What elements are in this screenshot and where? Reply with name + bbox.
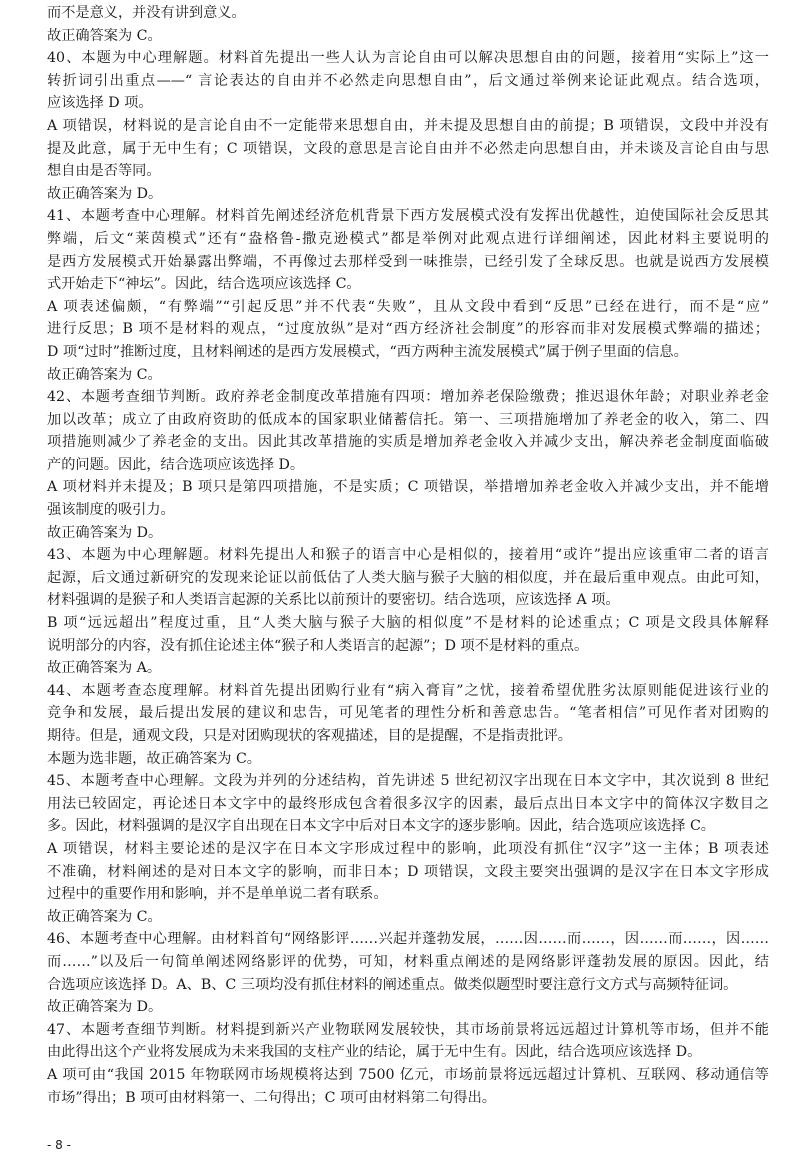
text-line: A 项材料并未提及；B 项只是第四项措施，不是实质；C 项错误，举措增加养老金收入并减少支出，并不能增 xyxy=(47,479,769,496)
text-line: 45、本题考查中心理解。文段为并列的分述结构，首先讲述 5 世纪初汉字出现在日本文字中，其次说到 8 世纪 xyxy=(47,773,769,790)
text-line: D 项“过时”推断过度，且材料阐述的是西方发展模式，“西方两种主流发展模式”属于例子里面的信息。 xyxy=(47,343,688,360)
paragraph xyxy=(47,838,769,906)
paragraph xyxy=(47,25,769,48)
text-line: 说明部分的内容，没有抓住论述主体“猴子和人类语言的起源”；D 项不是材料的重点。 xyxy=(47,637,589,654)
text-line: 故正确答案为 D。 xyxy=(47,524,163,541)
text-line: 43、本题为中心理解题。材料先提出人和猴子的语言中心是相似的，接着用“或许”提出应该重审二者的语言 xyxy=(47,547,769,564)
paragraph xyxy=(47,476,769,521)
text-line: 故正确答案为 D。 xyxy=(47,999,163,1016)
text-line: 项措施则减少了养老金的支出。因此其改革措施的实质是增加养老金收入并减少支出，解决养老金制度面临破 xyxy=(47,434,769,451)
page-number: - 8 - xyxy=(47,1138,71,1152)
text-line: 弊端，后文“莱茵模式”还有“盎格鲁-撒克逊模式”都是举例对此观点进行详细阐述，因此材料主要说明的 xyxy=(47,230,769,247)
text-line: 46、本题考查中心理解。由材料首句“网络影评……兴起并蓬勃发展，……因……而……，因……而……，因…… xyxy=(47,931,769,948)
text-line: 42、本题考查细节判断。政府养老金制度改革措施有四项：增加养老保险缴费；推迟退休年龄；对职业养老金 xyxy=(47,389,769,406)
text-line: 合选项应该选择 D。A、B、C 三项均没有抓住材料的阐述重点。做类似题型时要注意行文方式与高频特征词。 xyxy=(47,976,738,993)
text-line: 不准确，材料阐述的是对日本文字的影响，而非日本；D 项错误，文段主要突出强调的是汉字在日本文字形成 xyxy=(47,863,769,880)
answer-explanations xyxy=(47,2,769,1109)
text-line: 故正确答案为 D。 xyxy=(47,185,163,202)
paragraph xyxy=(47,544,769,612)
text-line: 用法已较固定，再论述日本文字中的最终形成包含着很多汉字的因素，最后点出日本文字中的简体汉字数目之 xyxy=(47,795,769,812)
text-line: 市场”得出；B 项可由材料第一、二句得出；C 项可由材料第二句得出。 xyxy=(47,1089,496,1106)
text-line: 进行反思；B 项不是材料的观点，“过度放纵”是对“西方经济社会制度”的形容而非对发展模式弊端的描述； xyxy=(47,321,769,338)
paragraph xyxy=(47,906,769,929)
text-line: A 项错误，材料说的是言论自由不一定能带来思想自由，并未提及思想自由的前提；B 项错误，文段中并没有 xyxy=(47,117,769,134)
text-line: 本题为选非题，故正确答案为 C。 xyxy=(47,750,261,767)
paragraph xyxy=(47,770,769,838)
text-line: 过程中的重要作用和影响，并不是单单说二者有联系。 xyxy=(47,886,388,903)
paragraph xyxy=(47,657,769,680)
paragraph xyxy=(47,928,769,996)
paragraph xyxy=(47,2,769,25)
paragraph xyxy=(47,612,769,657)
text-line: 故正确答案为 C。 xyxy=(47,27,162,44)
text-line: 故正确答案为 C。 xyxy=(47,908,162,925)
text-line: 起源，后文通过新研究的发现来论证以前低估了人类大脑与猴子大脑的相似度，并在最后重申观点。由此可知， xyxy=(47,569,769,586)
text-line: 40、本题为中心理解题。材料首先提出一些人认为言论自由可以解决思想自由的问题，接着用“实际上”这一 xyxy=(47,50,769,67)
text-line: 而不是意义，并没有讲到意义。 xyxy=(47,5,246,21)
text-line: 式开始走下“神坛”。因此，结合选项应该选择 C。 xyxy=(47,276,361,293)
text-line: 想自由是否等同。 xyxy=(47,163,161,180)
text-line: 提及此意，属于无中生有；C 项错误，文段的意思是言论自由并不必然走向思想自由，并未谈及言论自由与思 xyxy=(47,140,769,157)
text-line: 竞争和发展，最后提出发展的建议和忠告，可见笔者的理性分析和善意忠告。“笔者相信”可见作者对团购的 xyxy=(47,705,769,722)
text-line: 多。因此，材料强调的是汉字自出现在日本文字中后对日本文字的逐步影响。因此，结合选项应该选择 C。 xyxy=(47,818,715,835)
text-line: 是西方发展模式开始暴露出弊端，不再像过去那样受到一味推崇，已经引发了全球反思。也就是说西方发展模 xyxy=(47,253,769,270)
text-line: B 项“远远超出”程度过重，且“人类大脑与猴子大脑的相似度”不是材料的论述重点；C 项是文段具体解释 xyxy=(47,615,769,632)
text-line: 44、本题考查态度理解。材料首先提出团购行业有“病入膏肓”之忧，接着希望优胜劣汰原则能促进该行业的 xyxy=(47,682,769,699)
text-line: 应该选择 D 项。 xyxy=(47,95,153,112)
text-line: 47、本题考查细节判断。材料提到新兴产业物联网发展较快，其市场前景将远远超过计算机等市场，但并不能 xyxy=(47,1021,769,1038)
paragraph xyxy=(47,680,769,748)
paragraph xyxy=(47,115,769,183)
paragraph xyxy=(47,522,769,545)
paragraph xyxy=(47,386,769,476)
paragraph xyxy=(47,205,769,295)
paragraph xyxy=(47,47,769,115)
text-line: 强该制度的吸引力。 xyxy=(47,502,175,519)
paragraph xyxy=(47,296,769,364)
text-line: 故正确答案为 C。 xyxy=(47,366,162,383)
text-line: 故正确答案为 A。 xyxy=(47,660,162,677)
text-line: 由此得出这个产业将发展成为未来我国的支柱产业的结论，属于无中生有。因此，结合选项应该选择 D。 xyxy=(47,1044,702,1061)
text-line: 产的问题。因此，结合选项应该选择 D。 xyxy=(47,456,305,473)
text-line: 材料强调的是猴子和人类语言起源的关系比以前预计的要密切。结合选项，应该选择 A 项。 xyxy=(47,592,620,609)
paragraph xyxy=(47,748,769,771)
text-line: A 项可由“我国 2015 年物联网市场规模将达到 7500 亿元，市场前景将远远超过计算机、互联网、移动通信等 xyxy=(47,1066,769,1083)
paragraph xyxy=(47,183,769,206)
text-line: 而……”以及后一句简单阐述网络影评的优势，可知，材料重点阐述的是网络影评蓬勃发展的原因。因此，结 xyxy=(47,953,769,970)
paragraph xyxy=(47,1019,769,1064)
paragraph xyxy=(47,364,769,387)
paragraph xyxy=(47,996,769,1019)
text-line: 期待。但是，通观文段，只是对团购现状的客观描述，目的是提醒，不是指责批评。 xyxy=(47,728,572,744)
text-line: 加以改革；成立了由政府资助的低成本的国家职业储蓄信托。第一、三项措施增加了养老金的收入，第二、四 xyxy=(47,411,769,428)
paragraph xyxy=(47,1064,769,1109)
text-line: 41、本题考查中心理解。材料首先阐述经济危机背景下西方发展模式没有发挥出优越性，迫使国际社会反思其 xyxy=(47,208,769,225)
text-line: 转折词引出重点——“ 言论表达的自由并不必然走向思想自由”，后文通过举例来论证此观点。结合选项， xyxy=(47,72,769,89)
text-line: A 项表述偏颇，“有弊端”“引起反思”并不代表“失败”，且从文段中看到“反思”已经在进行，而不是“应” xyxy=(47,298,769,315)
text-line: A 项错误，材料主要论述的是汉字在日本文字形成过程中的影响，此项没有抓住“汉字”这一主体；B 项表述 xyxy=(47,840,769,857)
